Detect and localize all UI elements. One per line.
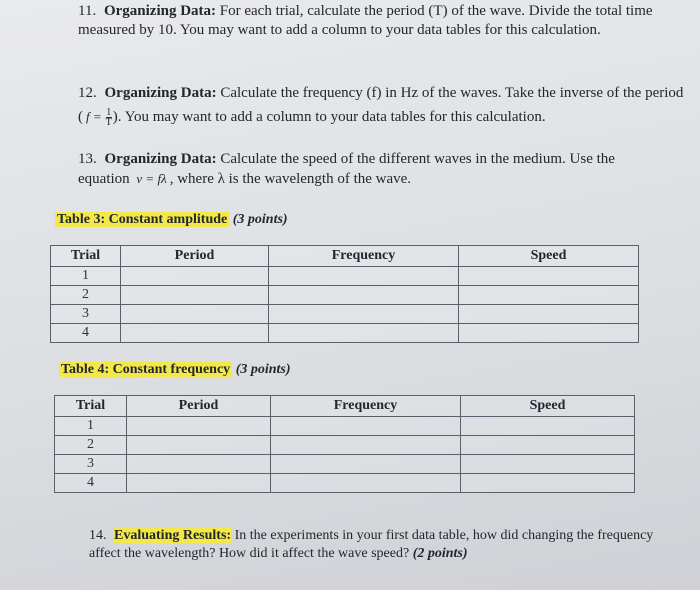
period-cell[interactable] [121, 267, 269, 286]
question-13-number: 13. [78, 151, 97, 167]
question-14 [89, 527, 669, 563]
question-11-text: For each trial, calculate the period (T) of the wave. Divide the total time measured by 10. You may want to add a column to your data tables for this calculation. [78, 3, 653, 38]
period-cell[interactable] [121, 324, 269, 343]
trial-cell: 2 [55, 436, 127, 455]
table-row [51, 286, 639, 305]
frequency-formula-lhs: f = [86, 109, 102, 124]
table-row [55, 436, 635, 455]
table-4-header-frequency: Frequency [271, 396, 461, 417]
table-3-points: (3 points) [232, 212, 288, 227]
frequency-cell[interactable] [271, 417, 461, 436]
period-cell[interactable] [127, 455, 271, 474]
frequency-formula-fraction [106, 108, 112, 127]
frequency-cell[interactable] [269, 286, 459, 305]
table-3-title [55, 212, 288, 228]
table-4-header-speed: Speed [461, 396, 635, 417]
speed-cell[interactable] [459, 267, 639, 286]
period-cell[interactable] [127, 436, 271, 455]
trial-cell: 3 [51, 305, 121, 324]
table-3-header-frequency: Frequency [269, 246, 459, 267]
question-14-heading: Evaluating Results: [114, 528, 232, 543]
trial-cell: 4 [55, 474, 127, 493]
table-3-header-period: Period [121, 246, 269, 267]
frequency-cell[interactable] [269, 324, 459, 343]
speed-cell[interactable] [461, 455, 635, 474]
question-13 [78, 150, 668, 189]
speed-cell[interactable] [461, 474, 635, 493]
speed-formula: v = fλ [136, 171, 167, 186]
question-14-text: In the experiments in your first data table, how did changing the frequency affect the wavelength? How did it affect the wave speed? [89, 528, 654, 561]
question-12-number: 12. [78, 85, 97, 101]
table-4 [54, 395, 635, 493]
question-13-heading: Organizing Data: [104, 151, 217, 167]
period-cell[interactable] [121, 305, 269, 324]
speed-cell[interactable] [459, 324, 639, 343]
table-4-header-period: Period [127, 396, 271, 417]
trial-cell: 2 [51, 286, 121, 305]
fraction-denominator: T [105, 117, 112, 129]
period-cell[interactable] [127, 474, 271, 493]
question-13-text-b: , where λ is the wavelength of the wave. [169, 171, 412, 187]
table-3-header-speed: Speed [459, 246, 639, 267]
frequency-cell[interactable] [271, 436, 461, 455]
speed-cell[interactable] [461, 417, 635, 436]
speed-cell[interactable] [459, 286, 639, 305]
table-3 [50, 245, 639, 343]
table-3-header-trial: Trial [51, 246, 121, 267]
period-cell[interactable] [127, 417, 271, 436]
period-cell[interactable] [121, 286, 269, 305]
question-12-heading: Organizing Data: [104, 85, 217, 101]
question-12-text-a: Calculate the frequency (f) in Hz of the waves. Take the inverse of the period ( [78, 85, 684, 125]
table-4-header-row [55, 396, 635, 417]
fraction-numerator: 1 [106, 107, 112, 119]
table-3-title-text: Table 3: Constant amplitude [57, 212, 228, 227]
question-11-heading: Organizing Data: [103, 3, 217, 19]
trial-cell: 4 [51, 324, 121, 343]
speed-cell[interactable] [459, 305, 639, 324]
question-11-number: 11. [78, 3, 97, 19]
question-14-number: 14. [89, 528, 107, 543]
table-4-header-trial: Trial [55, 396, 127, 417]
table-3-header-row [51, 246, 639, 267]
table-4-title [59, 362, 291, 378]
question-12 [78, 81, 688, 129]
table-4-points: (3 points) [235, 362, 291, 377]
frequency-cell[interactable] [269, 305, 459, 324]
table-row [51, 305, 639, 324]
table-row [51, 324, 639, 343]
question-11 [78, 2, 678, 40]
table-row [55, 455, 635, 474]
table-row [55, 474, 635, 493]
trial-cell: 1 [51, 267, 121, 286]
frequency-cell[interactable] [271, 455, 461, 474]
speed-cell[interactable] [461, 436, 635, 455]
question-12-text-b: ). You may want to add a column to your data tables for this calculation. [112, 109, 546, 125]
question-14-points: (2 points) [412, 546, 468, 561]
table-row [51, 267, 639, 286]
frequency-cell[interactable] [269, 267, 459, 286]
frequency-cell[interactable] [271, 474, 461, 493]
question-13-text-a: Calculate the speed of the different waves in the medium. Use the equation [78, 151, 615, 187]
trial-cell: 1 [55, 417, 127, 436]
table-row [55, 417, 635, 436]
trial-cell: 3 [55, 455, 127, 474]
table-4-title-text: Table 4: Constant frequency [61, 362, 231, 377]
